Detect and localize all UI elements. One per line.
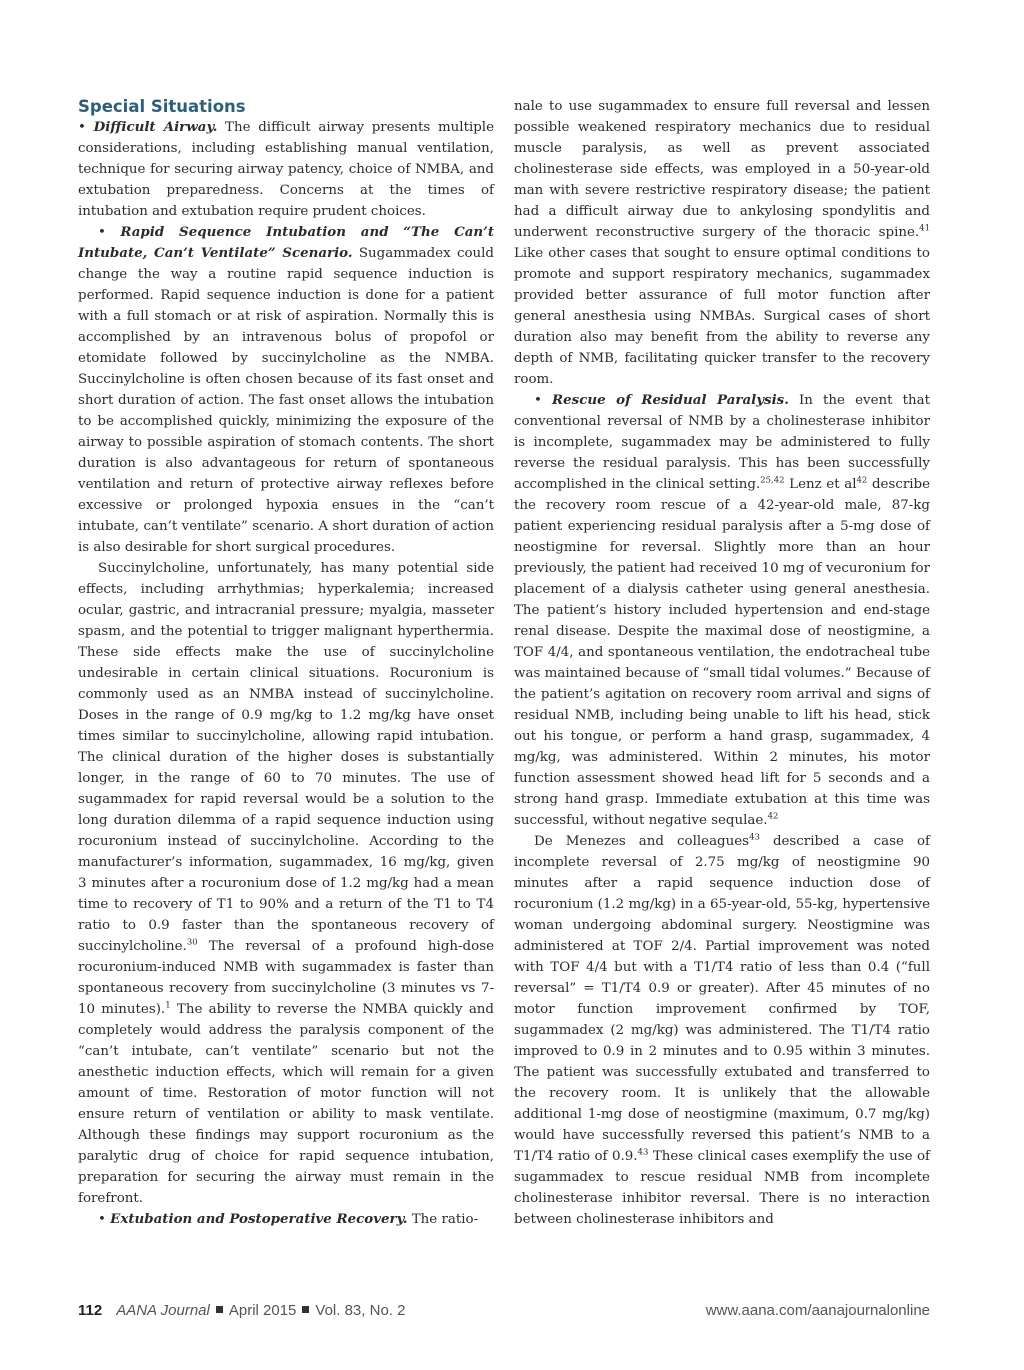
paragraph-text: De Menezes and colleagues bbox=[534, 834, 750, 849]
citation: 43 bbox=[749, 832, 760, 843]
run-in-heading: Extubation and Postoperative Recovery. bbox=[110, 1211, 408, 1227]
paragraph-text: Like other cases that sought to ensure optimal conditions to promote and support respiratory mechanics, sugammadex provided better assurance of full motor function after general anesthesia using NMBAs. Surgical cases of short duration also may benefit from the ability to reverse any depth of NMB, facilitating quicker transfer to the recovery room. bbox=[514, 246, 930, 387]
paragraph-rescue-residual-paralysis bbox=[514, 390, 930, 831]
paragraph-text: The reversal of a profound high-dose rocuronium-induced NMB with sugammadex is faster than spontaneous recovery from succinylcholine (3 minutes vs 7-10 minutes). bbox=[78, 939, 494, 1017]
paragraph-text: The difficult airway presents multiple considerations, including establishing manual ventilation, technique for securing airway patency, choice of NMBA, and extubation preparedness. Concerns at the times of intubation and extubation require prudent choices. bbox=[78, 120, 495, 219]
journal-url: www.aana.com/aanajournalonline bbox=[705, 1302, 930, 1319]
paragraph-text: describe the recovery room rescue of a 42-year-old male, 87-kg patient experiencing residual paralysis after a 5-mg dose of neostigmine for reversal. Slightly more than an hour previously, the patient had received 10 mg of vecuronium for placement of a dialysis catheter using general anesthesia. The patient’s history included hypertension and end-stage renal disease. Despite the maximal dose of neostigmine, a TOF 4/4, and spontaneous ventilation, the endotracheal tube was maintained because of “small tidal volumes.” Because of the patient’s agitation on recovery room arrival and signs of residual NMB, including being unable to lift his head, stick out his tongue, or perform a hand grasp, sugammadex, 4 mg/kg, was administered. Within 2 minutes, his motor function assessment showed head lift for 5 seconds and a strong hand grasp. Immediate extubation at this time was successful, without negative sequlae. bbox=[514, 477, 930, 828]
separator-square bbox=[302, 1306, 309, 1313]
issue-date: April 2015 bbox=[228, 1302, 297, 1319]
left-column bbox=[78, 96, 494, 1230]
citation: 25,42 bbox=[760, 475, 785, 486]
paragraph-text: These clinical cases exemplify the use of sugammadex to rescue residual NMB from incomplete cholinesterase inhibitor reversal. There is no interaction between cholinesterase inhibitors and bbox=[514, 1149, 930, 1227]
citation: 30 bbox=[186, 937, 198, 948]
separator-square bbox=[216, 1306, 223, 1313]
citation: 1 bbox=[165, 1000, 171, 1011]
paragraph-difficult-airway bbox=[78, 117, 494, 222]
page-number: 112 bbox=[78, 1302, 103, 1319]
paragraph-de-menezes bbox=[514, 831, 930, 1230]
citation: 43 bbox=[637, 1147, 649, 1158]
section-title: Special Situations bbox=[78, 97, 246, 116]
bullet: • bbox=[78, 120, 94, 135]
bullet: • bbox=[98, 225, 121, 240]
citation: 42 bbox=[767, 811, 779, 822]
paragraph-text: Lenz et al bbox=[784, 477, 857, 492]
paragraph-text: In the event that conventional reversal of NMB by a cholinesterase inhibitor is incomplete, sugammadex may be administered to fully reverse the residual paralysis. This has been successfully accomplished in the clinical setting. bbox=[514, 393, 930, 492]
volume-number: Vol. 83, No. 2 bbox=[315, 1302, 406, 1319]
run-in-heading: Difficult Airway. bbox=[93, 119, 218, 135]
paragraph-succinylcholine bbox=[78, 558, 494, 1209]
run-in-heading: Rapid Sequence Intubation and “The Can’t Intubate, Can’t Ventilate” Scenario. bbox=[78, 224, 495, 261]
paragraph-rationale bbox=[514, 96, 930, 390]
citation: 42 bbox=[856, 475, 868, 486]
paragraph-text: The ratio- bbox=[407, 1212, 479, 1227]
paragraph-text: nale to use sugammadex to ensure full reversal and lessen possible weakened respiratory mechanics due to residual muscle paralysis, as well as prevent associated cholinesterase side effects, was employed in a 50-year-old man with severe restrictive respiratory disease; the patient had a difficult airway due to ankylosing spondylitis and underwent reconstructive surgery of the thoracic spine. bbox=[514, 99, 930, 240]
paragraph-extubation bbox=[78, 1209, 494, 1230]
bullet: • bbox=[534, 393, 553, 408]
citation: 41 bbox=[919, 223, 930, 234]
page-footer bbox=[78, 1302, 930, 1324]
right-column bbox=[514, 96, 930, 1230]
bullet: • bbox=[98, 1212, 111, 1227]
paragraph-text: The ability to reverse the NMBA quickly and completely would address the paralysis component of the “can’t intubate, can’t ventilate” scenario but not the anesthetic induction effects, which will remain for a given amount of time. Restoration of motor function will not ensure return of ventilation or ability to mask ventilate. Although these findings may support rocuronium as the paralytic drug of choice for rapid sequence intubation, preparation for securing the airway must remain in the forefront. bbox=[78, 1002, 495, 1206]
paragraph-text: Sugammadex could change the way a routine rapid sequence induction is performed. Rapid sequence induction is done for a patient with a full stomach or at risk of aspiration. Normally this is accomplished by an intravenous bolus of propofol or etomidate followed by succinylcholine as the NMBA. Succinylcholine is often chosen because of its fast onset and short duration of action. The fast onset allows the intubation to be accomplished quickly, minimizing the exposure of the airway to possible aspiration of stomach contents. The short duration is also advantageous for return of spontaneous ventilation and return of protective airway reflexes before excessive or prolonged hypoxia ensues in the “can’t intubate, can’t ventilate” scenario. A short duration of action is also desirable for short surgical procedures. bbox=[78, 246, 494, 555]
run-in-heading: Rescue of Residual Paralysis. bbox=[552, 392, 789, 408]
paragraph-text: Succinylcholine, unfortunately, has many potential side effects, including arrhythmias; hyperkalemia; increased ocular, gastric, and intracranial pressure; myalgia, masseter spasm, and the potential to trigger malignant hyperthermia. These side effects make the use of succinylcholine undesirable in certain clinical situations. Rocuronium is commonly used as an NMBA instead of succinylcholine. Doses in the range of 0.9 mg/kg to 1.2 mg/kg have onset times similar to succinylcholine, allowing rapid intubation. The clinical duration of the higher doses is substantially longer, in the range of 60 to 70 minutes. The use of sugammadex for rapid reversal would be a solution to the long duration dilemma of a rapid sequence induction using rocuronium instead of succinylcholine. According to the manufacturer’s information, sugammadex, 16 mg/kg, given 3 minutes after a rocuronium dose of 1.2 mg/kg had a mean time to recovery of T1 to 90% and a return of the T1 to T4 ratio to 0.9 faster than the spontaneous recovery of succinylcholine. bbox=[78, 561, 494, 954]
paragraph-text: described a case of incomplete reversal of 2.75 mg/kg of neostigmine 90 minutes after a rapid sequence induction dose of rocuronium (1.2 mg/kg) in a 65-year-old, 55-kg, hypertensive woman undergoing abdominal surgery. Neostigmine was administered at TOF 2/4. Partial improvement was noted with TOF 4/4 but with a T1/T4 ratio of less than 0.4 (“full reversal” = T1/T4 0.9 or greater). After 45 minutes of no motor function improvement confirmed by TOF, sugammadex (2 mg/kg) was administered. The T1/T4 ratio improved to 0.9 in 2 minutes and to 0.95 within 3 minutes. The patient was successfully extubated and transferred to the recovery room. It is unlikely that the allowable additional 1-mg dose of neostigmine (maximum, 0.7 mg/kg) would have successfully reversed this patient’s NMB to a T1/T4 ratio of 0.9. bbox=[514, 834, 930, 1164]
journal-name: AANA Journal bbox=[116, 1302, 210, 1319]
paragraph-rapid-sequence bbox=[78, 222, 494, 558]
